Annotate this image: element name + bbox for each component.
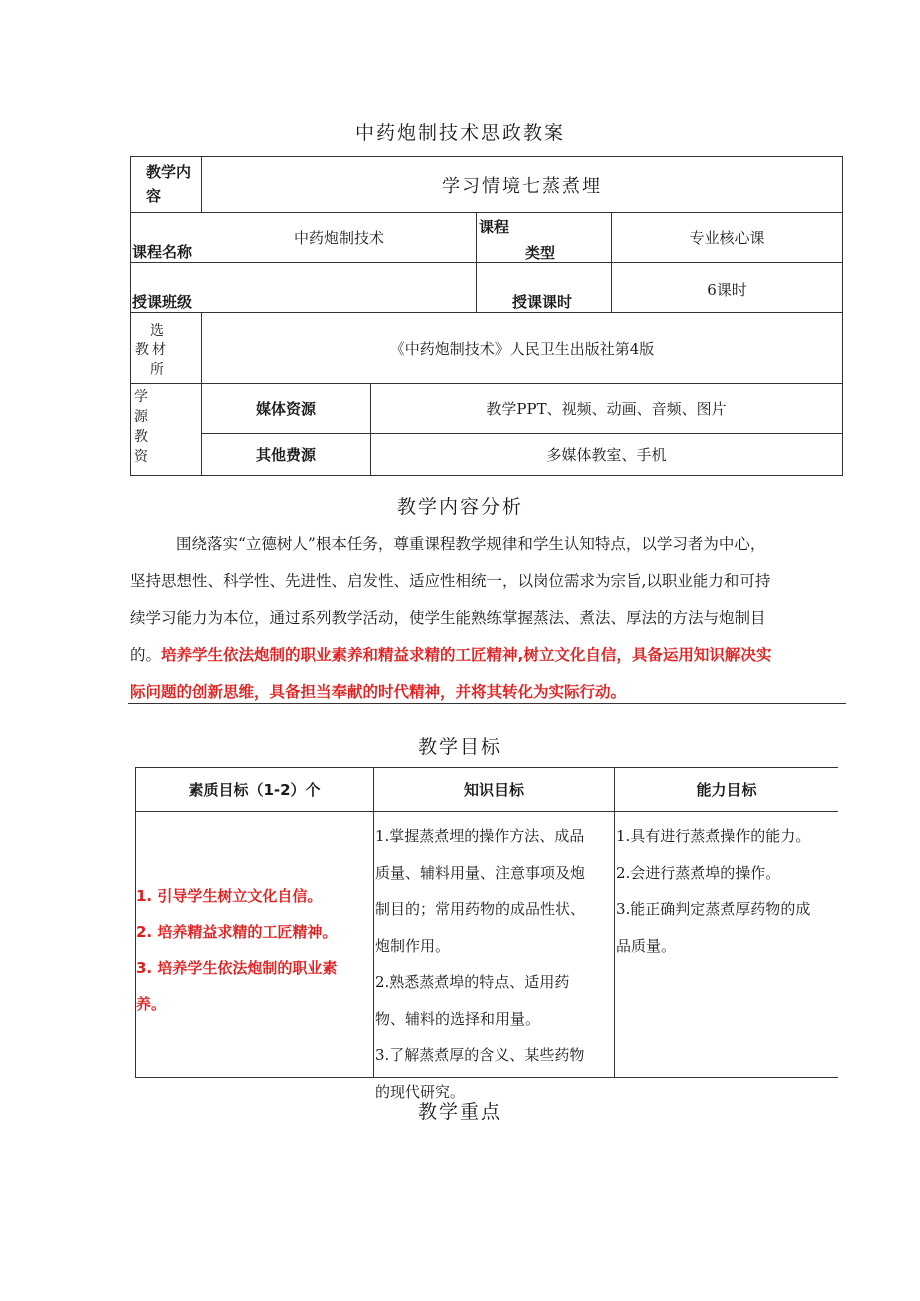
- list-item: 物、辅料的选择和用量。: [375, 1009, 541, 1028]
- content-label: 教学内容: [146, 163, 192, 205]
- resource-label-char: 源: [134, 409, 148, 425]
- list-item: 3. 培养学生依法炮制的职业素: [136, 959, 338, 977]
- ability-list: [616, 818, 838, 964]
- other-value: 多媒体教室、手机: [546, 446, 667, 464]
- list-item: 的现代研究。: [375, 1082, 466, 1101]
- list-item: 炮制作用。: [375, 936, 451, 955]
- other-label: 其他费源: [255, 446, 316, 464]
- analysis-line: 际问题的创新思维，具备担当奉献的时代精神，并将其转化为实际行动。: [130, 683, 627, 701]
- textbook-value: 《中药炮制技术》人民卫生出版社第4版: [389, 339, 655, 358]
- textbook-label-1: 选: [150, 323, 164, 339]
- list-item: 1. 引导学生树立文化自信。: [136, 887, 323, 905]
- analysis-line: 围绕落实“立德树人”根本任务，尊重课程教学规律和学生认知特点，以学习者为中心，: [176, 535, 766, 553]
- list-item: 养。: [136, 995, 167, 1013]
- hours-value: 6课时: [707, 281, 747, 299]
- resource-label-char: 学: [134, 389, 148, 405]
- analysis-text: 的。: [130, 646, 162, 664]
- key-points-heading: 教学重点: [417, 1101, 502, 1123]
- content-value: 学习情境七蒸煮埋: [442, 175, 602, 197]
- course-type-label-2: 类型: [525, 244, 556, 262]
- class-label: 授课班级: [132, 293, 193, 311]
- list-item: 1.掌握蒸煮埋的操作方法、成品: [375, 827, 585, 845]
- list-item: 2.会进行蒸煮埠的操作。: [616, 863, 781, 882]
- list-item: 质量、辅料用量、注意事项及炮: [375, 863, 586, 882]
- analysis-highlight: 培养学生依法炮制的职业素养和精益求精的工匠精神,树立文化自信，具备运用知识解决实: [161, 646, 772, 664]
- list-item: 3.了解蒸煮厚的含义、某些药物: [375, 1046, 585, 1064]
- knowledge-list: [375, 818, 613, 1101]
- knowledge-header: 知识目标: [463, 781, 524, 799]
- analysis-line: 坚持思想性、科学性、先进性、启发性、适应性相统一，以岗位需求为宗旨,以职业能力和可持: [130, 572, 771, 590]
- analysis-heading: 教学内容分析: [396, 496, 523, 518]
- resource-label: [134, 387, 154, 467]
- media-value: 教学PPT、视频、动画、音频、图片: [486, 400, 727, 418]
- textbook-label-3: 所: [150, 362, 164, 378]
- media-label: 媒体资源: [255, 400, 316, 418]
- analysis-line: [130, 637, 843, 674]
- list-item: 1.具有进行蒸煮操作的能力。: [616, 827, 811, 845]
- ability-header: 能力目标: [696, 781, 757, 799]
- class-value: [202, 263, 476, 312]
- course-name-value: 中药炮制技术: [293, 229, 384, 247]
- document-title: 中药炮制技术思政教案: [354, 122, 565, 144]
- analysis-line: 续学习能力为本位，通过系列教学活动，使学生能熟练掌握蒸法、煮法、厚法的方法与炮制目: [130, 609, 766, 627]
- objectives-heading: 教学目标: [417, 736, 502, 758]
- textbook-label-2: 教材: [135, 342, 169, 358]
- course-name-label: 课程名称: [132, 243, 193, 261]
- analysis-paragraph: [130, 526, 843, 711]
- resource-label-char: 教: [134, 429, 148, 445]
- list-item: 2. 培养精益求精的工匠精神。: [136, 923, 338, 941]
- quality-list: [136, 878, 372, 1022]
- list-item: 2.熟悉蒸煮埠的特点、适用药: [375, 973, 570, 991]
- resource-label-char: 资: [134, 449, 148, 465]
- course-type-label-1: 课程: [479, 218, 510, 236]
- list-item: 品质量。: [616, 936, 677, 955]
- course-type-value: 专业核心课: [689, 229, 765, 247]
- list-item: 3.能正确判定蒸煮厚药物的成: [616, 900, 811, 918]
- quality-header: 素质目标（1-2）个: [188, 781, 321, 799]
- list-item: 制目的；常用药物的成品性状、: [375, 900, 586, 918]
- hours-label: 授课课时: [512, 293, 573, 311]
